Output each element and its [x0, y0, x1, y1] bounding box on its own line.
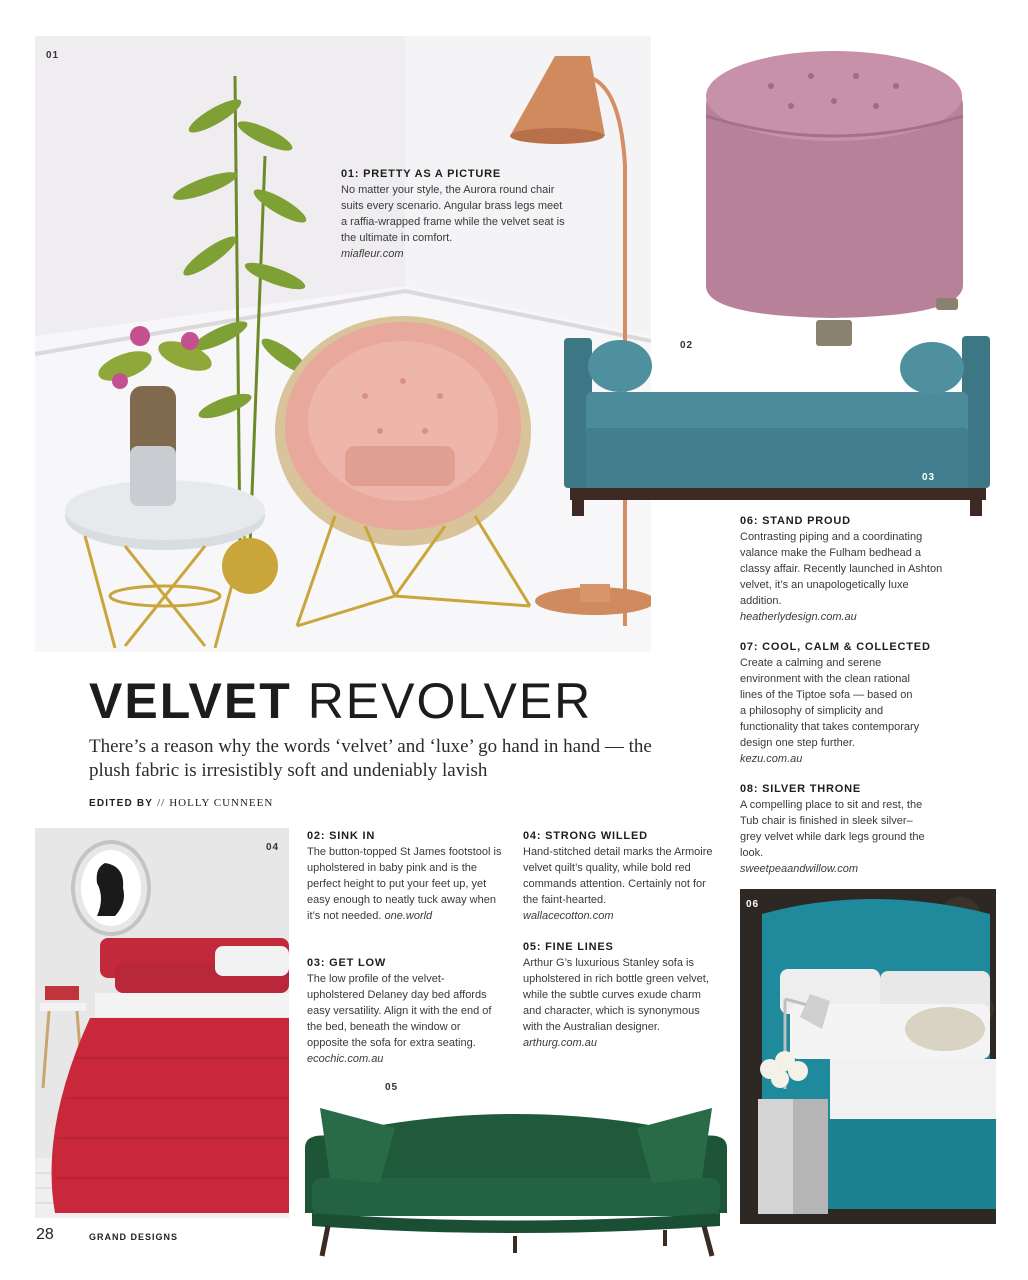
headline-light: REVOLVER	[307, 673, 593, 729]
caption-07	[740, 639, 931, 767]
photo-pink-footstool	[671, 36, 996, 356]
teal-day-bed-illustration	[560, 332, 996, 520]
caption-02-body: The button-topped St James footstool is upholstered in baby pink and is the perfect height to put your feet up, yet easy enough to neatly tuck away when it’s not needed.	[307, 846, 502, 922]
byline	[89, 797, 273, 809]
photo-number-06: 06	[746, 899, 760, 910]
caption-08-body: A compelling place to sit and rest, the Tub chair is finished in sleek silver–grey velvet while dark legs ground the look.	[740, 799, 925, 859]
green-sofa-illustration	[300, 1078, 732, 1258]
caption-08-title: 08: SILVER THRONE	[740, 783, 861, 795]
headline-bold: VELVET	[89, 673, 292, 729]
photo-teal-bedhead	[740, 889, 996, 1224]
deck-standfirst: There’s a reason why the words ‘velvet’ and ‘luxe’ go hand in hand — the plush fabric is irresistibly soft and undeniably lavish	[89, 736, 652, 781]
caption-06-body: Contrasting piping and a coordinating valance make the Fulham bedhead a classy affair. Recently launched in Ashton velvet, it’s an unapologetically luxe addition.	[740, 531, 943, 607]
photo-green-sofa	[300, 1078, 732, 1258]
caption-07-title: 07: COOL, CALM & COLLECTED	[740, 641, 931, 653]
caption-01-body: No matter your style, the Aurora round chair suits every scenario. Angular brass legs meet a raffia-wrapped frame while the velvet seat is the ultimate in comfort.	[341, 184, 565, 244]
photo-number-05: 05	[385, 1082, 399, 1093]
caption-04	[523, 828, 718, 924]
caption-06-title: 06: STAND PROUD	[740, 515, 851, 527]
caption-02-source: one.world	[384, 910, 433, 922]
caption-02-title: 02: SINK IN	[307, 830, 376, 842]
caption-03-title: 03: GET LOW	[307, 957, 387, 969]
caption-06-source: heatherlydesign.com.au	[740, 611, 857, 623]
photo-number-01: 01	[46, 50, 60, 61]
photo-number-02: 02	[680, 340, 694, 351]
byline-separator: //	[157, 797, 166, 809]
caption-04-title: 04: STRONG WILLED	[523, 830, 648, 842]
caption-06	[740, 513, 945, 625]
caption-07-source: kezu.com.au	[740, 753, 803, 765]
caption-04-body: Hand-stitched detail marks the Armoire velvet quilt’s quality, while bold red commands attention. Certainly not for the faint-hearted.	[523, 846, 713, 906]
caption-01	[341, 166, 566, 262]
byline-name: HOLLY CUNNEEN	[169, 797, 274, 809]
photo-teal-day-bed	[560, 332, 996, 520]
caption-05-body: Arthur G’s luxurious Stanley sofa is upholstered in rich bottle green velvet, while the subtle curves exude charm and character, which is synonymous with the Australian designer.	[523, 957, 709, 1033]
byline-label: EDITED BY	[89, 798, 154, 809]
photo-red-bedding	[35, 828, 289, 1218]
pink-footstool-illustration	[671, 36, 996, 356]
caption-05	[523, 939, 713, 1051]
caption-03-body: The low profile of the velvet-upholstered Delaney day bed affords easy versatility. Align it with the end of the bed, beneath the window or opposite the sofa for extra seating.	[307, 973, 492, 1049]
caption-01-source: miafleur.com	[341, 248, 404, 260]
photo-number-03: 03	[922, 472, 936, 483]
caption-08	[740, 781, 925, 877]
caption-02-body-wrap	[307, 844, 502, 924]
caption-05-source: arthurg.com.au	[523, 1037, 597, 1049]
teal-bedhead-illustration	[740, 889, 996, 1224]
caption-02	[307, 828, 502, 924]
caption-07-body: Create a calming and serene environment with the clean rational lines of the Tiptoe sofa — based on a philosophy of simplicity and functionality that takes contemporary design one step further.	[740, 657, 920, 749]
caption-04-source: wallacecotton.com	[523, 910, 614, 922]
page-number: 28	[36, 1226, 54, 1243]
pink-chair-room-illustration	[35, 36, 651, 652]
caption-01-title: 01: PRETTY AS A PICTURE	[341, 168, 501, 180]
magazine-name: GRAND DESIGNS	[89, 1232, 179, 1242]
photo-number-04: 04	[266, 842, 280, 853]
caption-05-body-wrap	[523, 955, 713, 1051]
caption-07-body-wrap	[740, 655, 920, 767]
caption-08-source: sweetpeaandwillow.com	[740, 863, 859, 875]
red-bedding-illustration	[35, 828, 289, 1218]
caption-03	[307, 955, 502, 1067]
headline	[89, 672, 592, 730]
caption-05-title: 05: FINE LINES	[523, 941, 614, 953]
photo-pink-chair-room	[35, 36, 651, 652]
caption-03-source: ecochic.com.au	[307, 1053, 384, 1065]
